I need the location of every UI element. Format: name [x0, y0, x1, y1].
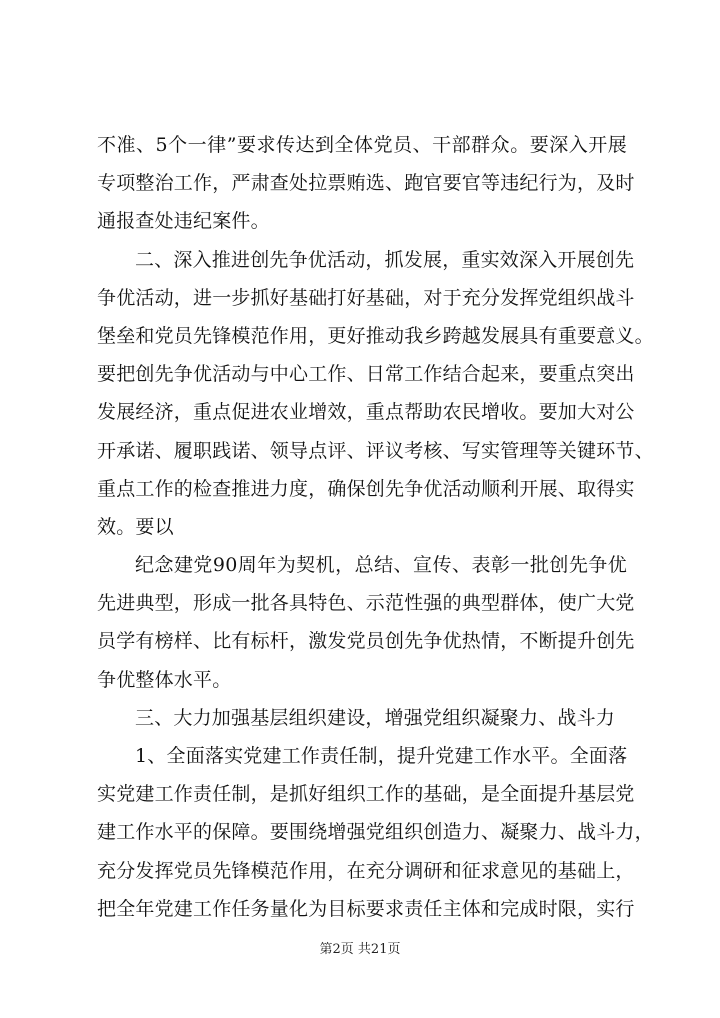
text-line-8: 发展经济，重点促进农业增效，重点帮助农民增收。要加大对公: [97, 401, 635, 424]
document-body: [97, 126, 654, 928]
section-heading: 三、大力加强基层组织建设，增强党组织凝聚力、战斗力: [135, 706, 616, 729]
text-line-7: 要把创先争优活动与中心工作、日常工作结合起来，要重点突出: [97, 363, 635, 386]
text-line-10: 重点工作的检查推进力度，确保创先争优活动顺利开展、取得实: [97, 477, 635, 500]
text-line-21: 把全年党建工作任务量化为目标要求责任主体和完成时限，实行: [97, 897, 635, 920]
text-line-9: 开承诺、履职践诺、领导点评、评议考核、写实管理等关键环节、: [97, 439, 654, 462]
text-line-2: 专项整治工作，严肃查处拉票贿选、跑官要官等违纪行为，及时: [97, 172, 635, 195]
text-line-4: 二、深入推进创先争优活动，抓发展，重实效深入开展创先: [135, 248, 635, 271]
text-line-17: 1、全面落实党建工作责任制，提升党建工作水平。全面落: [135, 745, 628, 767]
text-line-1: 不准、5个一律”要求传达到全体党员、干部群众。要深入开展: [97, 134, 627, 156]
text-line-15: 争优整体水平。: [97, 668, 232, 691]
text-line-12: 纪念建党90周年为契机，总结、宣传、表彰一批创先争优: [135, 554, 627, 577]
text-line-11: 效。要以: [97, 515, 174, 538]
text-line-14: 员学有榜样、比有标杆，激发党员创先争优热情，不断提升创先: [97, 630, 635, 653]
text-line-20: 充分发挥党员先锋模范作用，在充分调研和征求意见的基础上，: [97, 859, 635, 882]
text-line-13: 先进典型，形成一批各具特色、示范性强的典型群体，使广大党: [97, 592, 635, 615]
text-line-18: 实党建工作责任制，是抓好组织工作的基础，是全面提升基层党: [97, 783, 635, 806]
text-line-6: 堡垒和党员先锋模范作用，更好推动我乡跨越发展具有重要意义。: [97, 324, 654, 347]
page-number-footer: 第2页 共21页: [319, 942, 401, 957]
text-line-19: 建工作水平的保障。要围绕增强党组织创造力、凝聚力、战斗力，: [97, 821, 654, 844]
text-line-3: 通报查处违纪案件。: [97, 210, 270, 233]
text-line-5: 争优活动，进一步抓好基础打好基础，对于充分发挥党组织战斗: [97, 286, 635, 309]
